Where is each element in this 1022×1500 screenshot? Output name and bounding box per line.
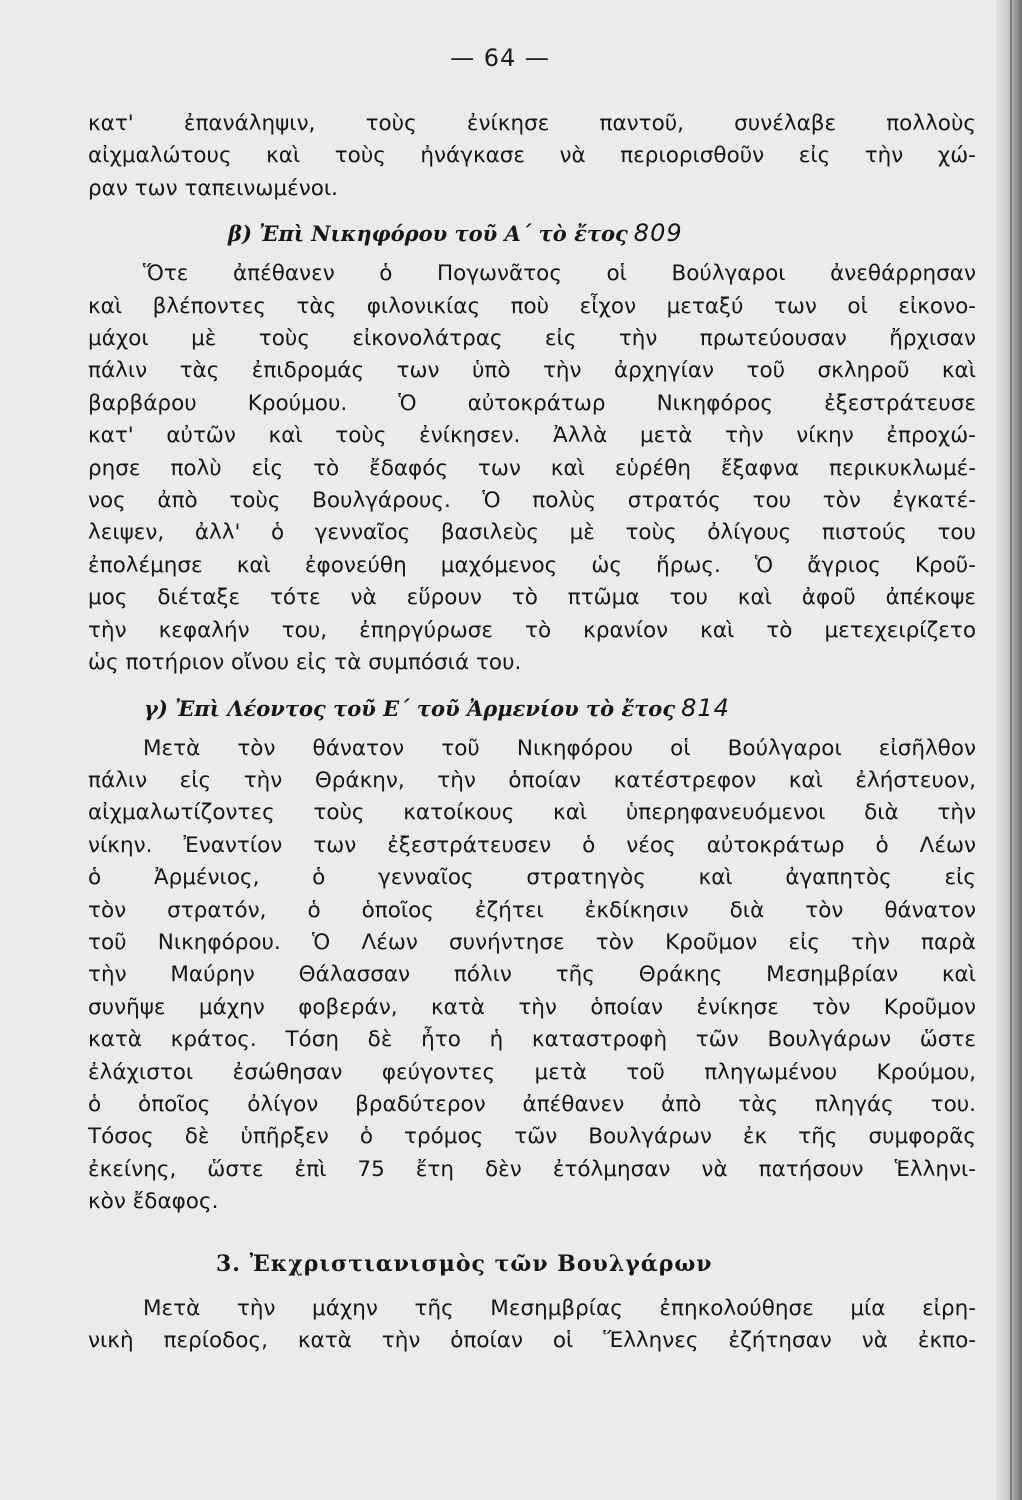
text-line: νίκην. Ἐναντίον των ἐξεστράτευσεν ὁ νέος αὐτοκράτωρ ὁ Λέων bbox=[88, 832, 976, 858]
text-line: ἐλάχιστοι ἐσώθησαν φεύγοντες μετὰ τοῦ πληγωμένου Κρούμου, bbox=[88, 1059, 976, 1085]
text-line: μος διέταξε τότε νὰ εὕρουν τὸ πτῶμα του καὶ ἀφοῦ ἀπέκοψε bbox=[88, 585, 976, 611]
paragraph-nikephoros bbox=[88, 258, 976, 679]
paragraph-leo bbox=[88, 733, 976, 1219]
text-line: πάλιν εἰς τὴν Θράκην, τὴν ὁποίαν κατέστρεφον καὶ ἐλήστευον, bbox=[88, 767, 976, 793]
text-line: Μετὰ τὸν θάνατον τοῦ Νικηφόρου οἱ Βούλγαροι εἰσῆλθον bbox=[143, 735, 976, 761]
subheading-year: 809 bbox=[633, 219, 683, 248]
subheading-nikephoros bbox=[88, 211, 976, 255]
subheading-leo bbox=[88, 686, 976, 730]
text-line: ραν των ταπεινωμένοι. bbox=[88, 175, 339, 201]
text-line: Μετὰ τὴν μάχην τῆς Μεσημβρίας ἐπηκολούθησε μία εἰρη- bbox=[143, 1295, 976, 1321]
text-line: ὁ ὁποῖος ὀλίγον βραδύτερον ἀπέθανεν ἀπὸ τὰς πληγάς του. bbox=[88, 1091, 976, 1117]
page-edge-line bbox=[1010, 0, 1012, 1500]
text-line: πάλιν τὰς ἐπιδρομάς των ὑπὸ τὴν ἀρχηγίαν τοῦ σκληροῦ καὶ bbox=[88, 358, 976, 384]
text-line: Τόσος δὲ ὑπῆρξεν ὁ τρόμος τῶν Βουλγάρων ἐκ τῆς συμφορᾶς bbox=[88, 1124, 976, 1150]
text-line: ρησε πολὺ εἰς τὸ ἔδαφός των καὶ εὑρέθη ἔξαφνα περικυκλωμέ- bbox=[88, 455, 976, 481]
text-line: κατ' αὐτῶν καὶ τοὺς ἐνίκησεν. Ἀλλὰ μετὰ τὴν νίκην ἐπροχώ- bbox=[88, 423, 976, 449]
text-line: λειψεν, ἀλλ' ὁ γενναῖος βασιλεὺς μὲ τοὺς ὀλίγους πιστούς του bbox=[88, 520, 976, 546]
text-line: ὡς ποτήριον οἴνου εἰς τὰ συμπόσιά του. bbox=[88, 650, 522, 676]
text-line: νος ἀπὸ τοὺς Βουλγάρους. Ὁ πολὺς στρατός του τὸν ἐγκατέ- bbox=[88, 488, 976, 514]
text-line: Ὅτε ἀπέθανεν ὁ Πογωνᾶτος οἱ Βούλγαροι ἀνεθάρρησαν bbox=[143, 261, 976, 287]
subheading-title: γ) Ἐπὶ Λέοντος τοῦ Ε΄ τοῦ Ἀρμενίου τὸ ἔτος bbox=[144, 695, 676, 721]
text-line: μάχοι μὲ τοὺς εἰκονολάτρας εἰς τὴν πρωτεύουσαν ἤρχισαν bbox=[88, 326, 976, 352]
text-line: κατ' ἐπανάληψιν, τοὺς ἐνίκησε παντοῦ, συνέλαβε πολλοὺς bbox=[88, 111, 976, 136]
paragraph-christianization bbox=[88, 1293, 976, 1358]
text-line: τὴν κεφαλήν του, ἐπηργύρωσε τὸ κρανίον καὶ τὸ μετεχειρίζετο bbox=[88, 617, 976, 643]
text-line: νικὴ περίοδος, κατὰ τὴν ὁποίαν οἱ Ἕλληνες ἐζήτησαν νὰ ἐκπο- bbox=[88, 1328, 976, 1353]
body-text bbox=[88, 108, 976, 1357]
subheading-title: β) Ἐπὶ Νικηφόρου τοῦ Α΄ τὸ ἔτος bbox=[228, 221, 628, 247]
text-line: αἰχμαλωτίζοντες τοὺς κατοίκους καὶ ὑπερηφανευόμενοι διὰ τὴν bbox=[88, 800, 976, 826]
intro-paragraph bbox=[88, 108, 976, 205]
text-line: ἐπολέμησε καὶ ἐφονεύθη μαχόμενος ὡς ἥρως. Ὁ ἄγριος Κροῦ- bbox=[88, 552, 976, 578]
text-line: τὸν στρατόν, ὁ ὁποῖος ἐζήτει ἐκδίκησιν διὰ τὸν θάνατον bbox=[88, 897, 976, 923]
text-line: αἰχμαλώτους καὶ τοὺς ἠνάγκασε νὰ περιορισθοῦν εἰς τὴν χώ- bbox=[88, 143, 976, 169]
text-line: κὸν ἔδαφος. bbox=[88, 1189, 219, 1215]
text-line: τὴν Μαύρην Θάλασσαν πόλιν τῆς Θράκης Μεσημβρίαν καὶ bbox=[88, 962, 976, 988]
text-line: ἐκείνης, ὥστε ἐπὶ 75 ἔτη δὲν ἐτόλμησαν νὰ πατήσουν Ἑλληνι- bbox=[88, 1156, 976, 1182]
text-line: καὶ βλέποντες τὰς φιλονικίας ποὺ εἶχον μεταξύ των οἱ εἰκονο- bbox=[88, 293, 976, 319]
section-heading-christianization: 3. Ἐκχριστιανισμὸς τῶν Βουλγάρων bbox=[216, 1250, 713, 1277]
text-line: συνῆψε μάχην φοβεράν, κατὰ τὴν ὁποίαν ἐνίκησε τὸν Κροῦμον bbox=[88, 994, 976, 1020]
text-line: κατὰ κράτος. Τόση δὲ ἦτο ἡ καταστροφὴ τῶν Βουλγάρων ὥστε bbox=[88, 1027, 976, 1053]
text-line: ὁ Ἀρμένιος, ὁ γενναῖος στρατηγὸς καὶ ἀγαπητὸς εἰς bbox=[88, 865, 976, 891]
subheading-year: 814 bbox=[681, 693, 730, 722]
text-line: βαρβάρου Κρούμου. Ὁ αὐτοκράτωρ Νικηφόρος ἐξεστράτευσε bbox=[88, 390, 976, 416]
page-number: — 64 — bbox=[450, 44, 550, 72]
text-line: τοῦ Νικηφόρου. Ὁ Λέων συνήντησε τὸν Κροῦμον εἰς τὴν παρὰ bbox=[88, 929, 976, 955]
page-edge-shadow bbox=[996, 0, 1022, 1500]
